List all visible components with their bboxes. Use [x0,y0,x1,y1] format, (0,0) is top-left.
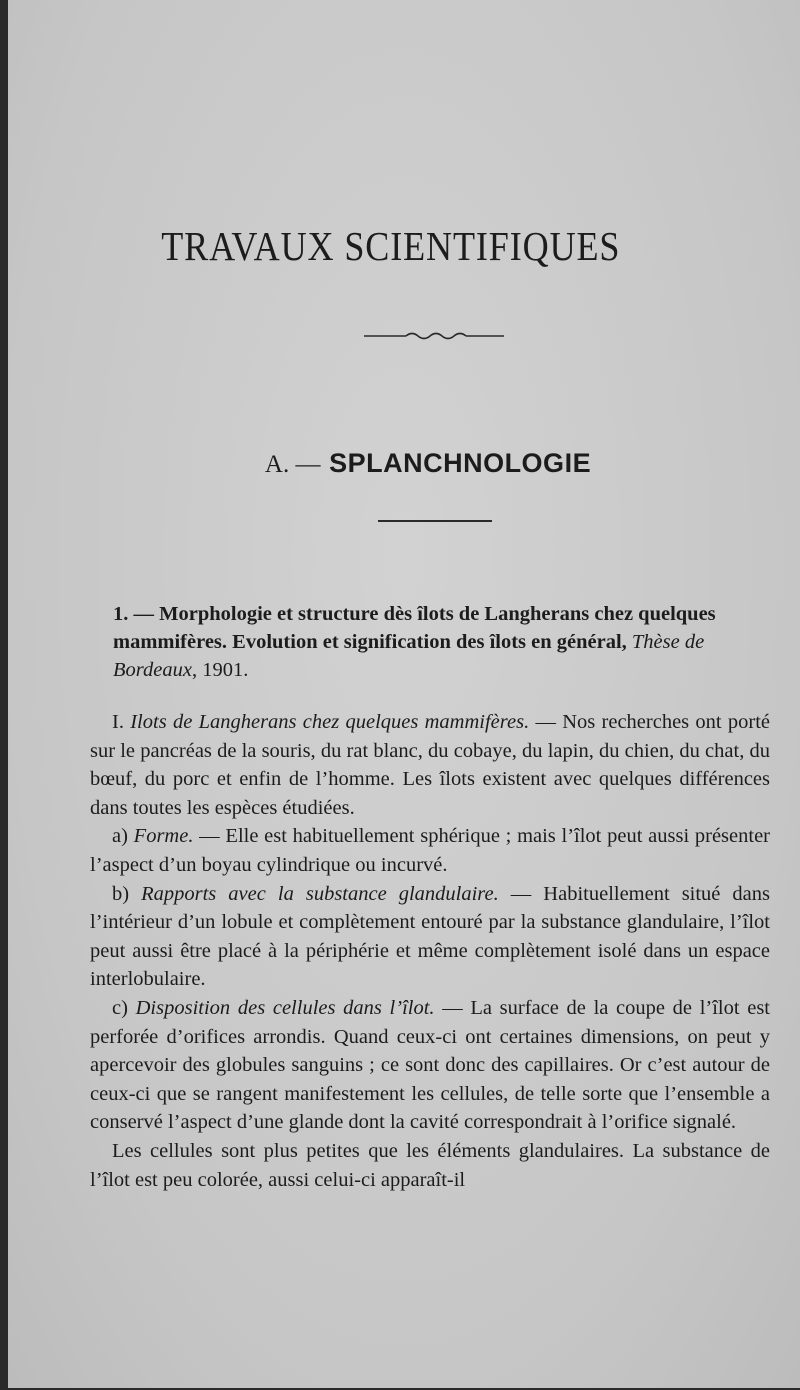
entry-year: , 1901. [191,659,249,681]
section-heading [8,448,800,479]
entry-heading [113,600,771,684]
paragraph-label: a) [112,825,128,848]
paragraph-label: b) [112,882,130,905]
paragraph-heading: Ilots de Langherans chez quelques mammifères. [130,711,530,733]
section-name: SPLANCHNOLOGIE [329,448,592,478]
paragraph-text: Les cellules sont plus petites que les éléments glandulaires. La substance de l’îlot est peu colorée, aussi celui-ci apparaît-il [90,1139,770,1191]
paragraph [90,1137,770,1194]
paragraph [90,822,770,879]
paragraph [90,994,770,1137]
entry-title: Morphologie et structure dès îlots de Langherans chez quelques mammifères. Evolution et signification des îlots en général, [113,603,716,653]
entry-source: Thèse de Bordeaux [113,631,705,681]
document-page [8,0,800,1388]
paragraph-text: — Habituellement situé dans l’intérieur d’un lobule et complètement entouré par la substance glandulaire, l’îlot peut aussi être placé à la périphérie et même complètement isolé dans un espace interlobulaire. [90,882,771,991]
paragraph-heading: Disposition des cellules dans l’îlot. [135,996,435,1019]
section-prefix: A. — [264,451,321,478]
paragraph-heading: Forme. [133,825,194,848]
paragraph [90,880,770,994]
page-title: TRAVAUX SCIENTIFIQUES [161,223,621,269]
entry-number: 1. — [113,603,154,625]
paragraph-label: c) [112,996,128,1019]
ornament-divider [364,328,504,342]
paragraph-text: — La surface de la coupe de l’îlot est perforée d’orifices arrondis. Quand ceux-ci ont certaines dimensions, on peut y apercevoir des globules sanguins ; ce sont donc des capillaires. Or c’est autour de ceux-ci que se rangent manifestement les cellules, de telle sorte que l’ensemble a conservé l’aspect d’une glande dont la cavité correspondrait à l’orifice signalé. [90,996,770,1134]
paragraph-text: — Elle est habituellement sphérique ; mais l’îlot peut aussi présenter l’aspect d’un boyau cylindrique ou incurvé. [90,825,770,876]
paragraph-heading: Rapports avec la substance glandulaire. [141,882,499,905]
section-rule [378,520,492,522]
paragraph-label: I. [112,711,124,733]
body-text [90,708,770,1194]
paragraph-text: — Nos recherches ont porté sur le pancréas de la souris, du rat blanc, du cobaye, du lapin, du chien, du chat, du bœuf, du porc et enfin de l’homme. Les îlots existent avec quelques différences dans toutes les espèces étudiées. [90,711,771,819]
paragraph [90,708,770,822]
